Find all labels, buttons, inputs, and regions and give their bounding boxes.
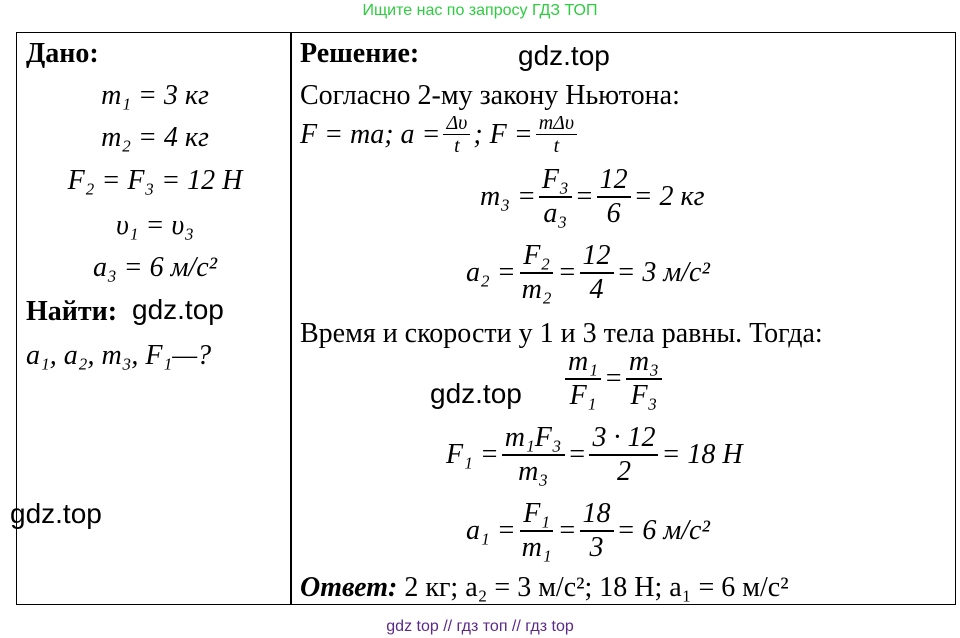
solution-intro: Согласно 2-му закону Ньютона:	[300, 80, 680, 111]
column-divider	[290, 32, 292, 605]
equation-ratio: $\frac{\text{m₁}}{\text{F₁}}$ = $\frac{\text{m₃}}{\text{F₃}}$	[562, 346, 665, 412]
equation-m3: m₃ = $\frac{\text{F₃}}{\text{a₃}}$ = $\frac{12}{6}$ = 2 кг	[480, 164, 705, 229]
given-forces: F₂ = F₃ = 12 Н	[67, 165, 243, 196]
given-m2: m₂ = 4 кг	[101, 122, 209, 153]
given-a3: a₃ = 6 м/с²	[92, 252, 218, 283]
watermark: gdz.top	[430, 378, 522, 409]
watermark: gdz.top	[518, 40, 610, 71]
watermark: gdz.top	[10, 498, 102, 529]
solution-title: Решение:	[300, 38, 420, 69]
newton-formula: F = ma; a = $\frac{\Delta\upsilon}{t}$ ; F = $\frac{\text{mΔυ}}{t}$	[300, 112, 580, 157]
answer-label: Ответ:	[300, 572, 398, 603]
watermark: gdz.top	[132, 294, 224, 325]
find-text: a₁, a₂, m₃, F₁—?	[26, 340, 212, 371]
find-title: Найти:	[26, 296, 118, 327]
given-velocities: υ₁ = υ₃	[115, 210, 195, 241]
solution-statement: Время и скорости у 1 и 3 тела равны. Тогда:	[300, 318, 823, 349]
answer-line	[300, 572, 789, 604]
equation-a1: a₁ = $\frac{\text{F₁}}{\text{m₁}}$ = $\frac{18}{3}$ = 6 м/с²	[466, 498, 710, 563]
footer-links[interactable]: gdz top // гдз топ // гдз top	[386, 618, 574, 635]
given-m1: m₁ = 3 кг	[101, 80, 209, 111]
top-banner[interactable]: Ищите нас по запросу ГДЗ ТОП	[362, 2, 598, 19]
equation-a2: a₂ = $\frac{\text{F₂}}{\text{m₂}}$ = $\frac{12}{4}$ = 3 м/с²	[466, 240, 710, 305]
given-title: Дано:	[26, 38, 99, 69]
equation-f1: F₁ = $\frac{\text{m₁F₃}}{\text{m₃}}$ = $\frac{3 \cdot 12}{2}$ = 18 Н	[446, 422, 743, 487]
answer-text: 2 кг; a₂ = 3 м/с²; 18 Н; a₁ = 6 м/с²	[404, 572, 789, 603]
